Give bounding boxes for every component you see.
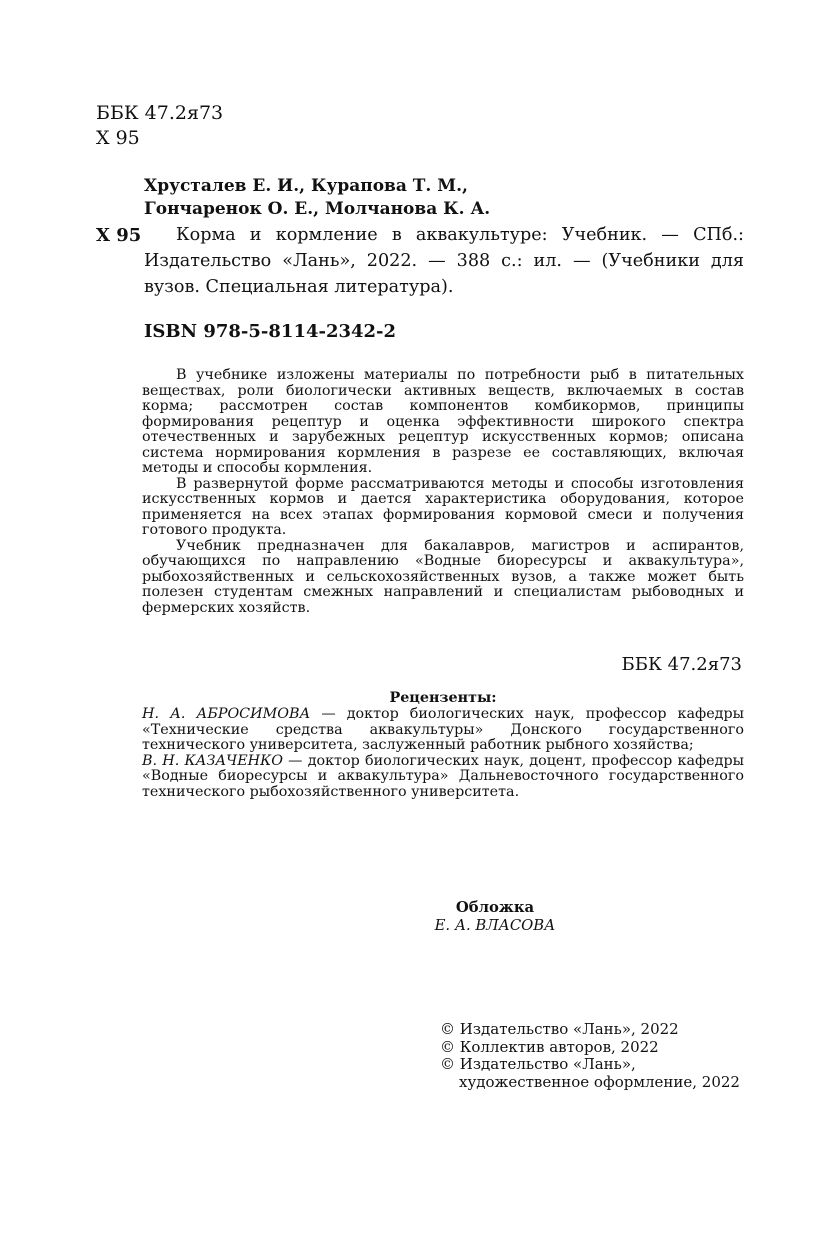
annotation <box>142 368 744 616</box>
bibliographic-description: Корма и кормление в аквакультуре: Учебник. — СПб.: Издательство «Лань», 2022. — 388 с.: ил. — (Учебники для вузов. Специальная литература). <box>144 225 744 297</box>
authors-line-1: Хрусталев Е. И., Курапова Т. М., <box>144 176 468 196</box>
bbk-code: ББК 47.2я73 <box>96 102 224 124</box>
isbn: ISBN 978-5-8114-2342-2 <box>144 321 397 342</box>
annotation-paragraph: В развернутой форме рассматриваются методы и способы изготовления искусственных кормов и дается характеристика оборудования, которое применяется на всех этапах формирования кормовой смеси и получения готового продукта. <box>142 475 744 538</box>
bbk-header <box>96 101 223 151</box>
bibliography-code: Х 95 <box>96 225 142 246</box>
cover-credit <box>380 899 610 935</box>
author-mark: Х 95 <box>96 127 140 149</box>
copyright-block <box>440 1021 740 1091</box>
authors-line-2: Гончаренок О. Е., Молчанова К. А. <box>144 199 491 219</box>
annotation-paragraph: В учебнике изложены материалы по потребности рыб в питательных веществах, роли биологически активных веществ, включаемых в состав корма; рассмотрен состав компонентов комбикормов, принципы формирования рецептур и оценка эффективности широкого спектра отечественных и зарубежных рецептур искусственных кормов; описана система нормирования кормления в разрезе ее составляющих, включая методы и способы кормления. <box>142 367 744 476</box>
authors <box>144 175 490 221</box>
reviewer-description: — доктор биологических наук, доцент, профессор кафедры «Водные биоресурсы и аквакультура» Дальневосточного государственного технического рыбохозяйственного университета. <box>142 752 744 800</box>
copyright-line: © Издательство «Лань», 2022 <box>440 1020 679 1038</box>
bbk-footer: ББК 47.2я73 <box>621 654 742 675</box>
reviewers-list <box>142 707 744 800</box>
reviewer-entry <box>142 707 744 754</box>
cover-designer: Е. А. ВЛАСОВА <box>434 917 556 934</box>
reviewer-description: — доктор биологических наук, профессор кафедры «Технические средства аквакультуры» Донского государственного технического университета, заслуженный работник рыбного хозяйства; <box>142 706 744 753</box>
reviewers-title: Рецензенты: <box>389 690 497 706</box>
reviewer-name: Н. А. АБРОСИМОВА <box>142 706 311 722</box>
reviewer-entry <box>142 754 744 801</box>
cover-title: Обложка <box>455 899 535 916</box>
copyright-line: © Коллектив авторов, 2022 <box>440 1037 659 1056</box>
copyright-line: художественное оформление, 2022 <box>459 1072 740 1091</box>
reviewer-name: В. Н. КАЗАЧЕНКО <box>142 752 283 769</box>
annotation-paragraph: Учебник предназначен для бакалавров, магистров и аспирантов, обучающихся по направлению «Водные биоресурсы и аквакультура», рыбохозяйственных и сельскохозяйственных вузов, а также может быть полезен студентам смежных направлений и специалистам рыбоводных и фермерских хозяйств. <box>142 537 744 616</box>
copyright-line: © Издательство «Лань», <box>440 1055 636 1073</box>
